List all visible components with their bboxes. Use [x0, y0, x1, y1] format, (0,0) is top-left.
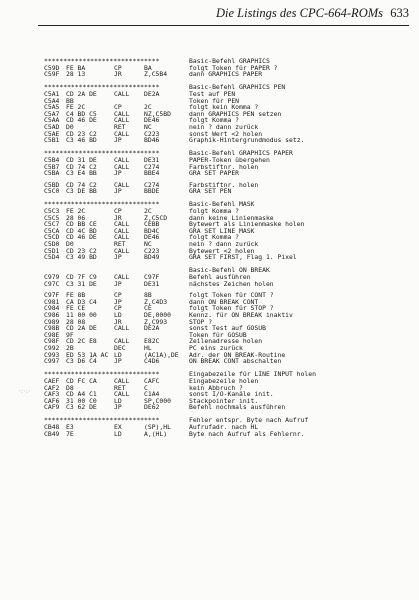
mnemonic: JR — [114, 213, 122, 222]
routine-heading: Basic-Befehl GRAPHICS PAPER — [189, 149, 293, 158]
address: CAF3 — [44, 390, 60, 399]
operand: C274 — [144, 180, 160, 189]
comment: GRA SET PEN — [189, 187, 232, 196]
comment: GRA SET PAPER — [189, 169, 240, 178]
operand: Z,C993 — [144, 317, 168, 326]
mnemonic: CALL — [114, 324, 130, 333]
comment: GRA SET FIRST, Flag 1. Pixel — [189, 253, 297, 262]
operand: DE31 — [144, 155, 160, 164]
operand: BD46 — [144, 136, 160, 145]
address: CB48 — [44, 423, 60, 432]
separator-stars: ****************************** — [44, 370, 160, 379]
hex-bytes: CD 46 DE — [66, 233, 97, 242]
hex-bytes: FE BA — [66, 63, 86, 72]
mnemonic: CALL — [114, 129, 130, 138]
address: C5CD — [44, 233, 60, 242]
address: C59F — [44, 70, 60, 79]
comment: folgt Komma ? — [189, 116, 240, 125]
operand: BBE4 — [144, 169, 160, 178]
comment: Test auf PEN — [189, 89, 236, 98]
comment: Byte nach Aufruf als Fehlernr. — [189, 429, 305, 438]
comment: folgt Komma ? — [189, 207, 240, 216]
comment: Farbstiftnr. holen — [189, 180, 259, 189]
mnemonic: CALL — [114, 162, 130, 171]
hex-bytes: C3 D6 C4 — [66, 357, 97, 366]
listing-block — [44, 371, 416, 411]
routine-heading: Basic-Befehl GRAPHICS PEN — [189, 83, 286, 92]
hex-bytes: C3 31 DE — [66, 279, 97, 288]
operand: E82C — [144, 337, 160, 346]
mnemonic: JP — [114, 403, 122, 412]
address: C98E — [44, 330, 60, 339]
listing-line — [44, 312, 416, 319]
running-title: Die Listings des CPC-664-ROMs — [215, 6, 383, 20]
hex-bytes: 7E — [66, 429, 74, 438]
hex-bytes: CD 74 C2 — [66, 162, 97, 171]
mnemonic: LD — [114, 429, 122, 438]
operand: BD4C — [144, 226, 160, 235]
operand: NC — [144, 122, 152, 131]
mnemonic: CP — [114, 304, 122, 313]
page-number: 633 — [390, 6, 409, 20]
address: C981 — [44, 297, 60, 306]
comment: Token für GOSUB — [189, 330, 247, 339]
mnemonic: JP — [114, 169, 122, 178]
hex-bytes: CD 46 DE — [66, 116, 97, 125]
comment: kein Abbruch ? — [189, 383, 243, 392]
operand: Z,C4D3 — [144, 297, 168, 306]
mnemonic: CP — [114, 103, 122, 112]
hex-bytes: CD 2A DE — [66, 89, 97, 98]
address: C5C3 — [44, 207, 60, 216]
address: C984 — [44, 304, 60, 313]
mnemonic: LD — [114, 396, 122, 405]
mnemonic: JR — [114, 70, 122, 79]
hex-bytes: E3 — [66, 423, 74, 432]
operand: C — [144, 383, 148, 392]
operand: CE — [144, 304, 152, 313]
address: C997 — [44, 357, 60, 366]
operand: C4D6 — [144, 357, 160, 366]
operand: Z,C5B4 — [144, 70, 168, 79]
listing-line — [44, 170, 416, 177]
comment: ON BREAK CONT abschalten — [189, 357, 282, 366]
listing-block — [44, 417, 416, 437]
hex-bytes: BB — [66, 96, 74, 105]
hex-bytes: FE 2C — [66, 103, 86, 112]
comment: dann GRAPHICS PAPER — [189, 70, 263, 79]
operand: C223 — [144, 246, 160, 255]
hex-bytes: C3 49 BD — [66, 253, 97, 262]
operand: NZ,C5BD — [144, 109, 171, 118]
hex-bytes: CD 2C E8 — [66, 337, 97, 346]
listing-line — [44, 404, 416, 411]
address: C5C7 — [44, 220, 60, 229]
operand: (AC1A),DE — [144, 350, 179, 359]
mnemonic: RET — [114, 240, 126, 249]
hex-bytes: C3 62 DE — [66, 403, 97, 412]
comment: nächstes Zeichen holen — [189, 279, 274, 288]
comment: Bytewert <2 holen — [189, 246, 255, 255]
operand: C274 — [144, 162, 160, 171]
hex-bytes: CD FC CA — [66, 376, 97, 385]
address: C5BD — [44, 180, 60, 189]
address: C5D0 — [44, 240, 60, 249]
address: C5B4 — [44, 155, 60, 164]
routine-heading: Basic-Befehl ON BREAK — [189, 266, 270, 275]
listing-line — [44, 137, 416, 144]
mnemonic: CALL — [114, 337, 130, 346]
address: C97C — [44, 279, 60, 288]
routine-heading: Eingabezeile für LINE INPUT holen — [189, 370, 316, 379]
address: C5A7 — [44, 109, 60, 118]
listing-line — [44, 281, 416, 288]
hex-bytes: 28 08 — [66, 317, 86, 326]
comment: sonst Wert <2 holen — [189, 129, 263, 138]
listing-line — [44, 254, 416, 261]
mnemonic: CALL — [114, 390, 130, 399]
hex-bytes: ED 53 1A AC — [66, 350, 109, 359]
comment: dann keine Linienmaske — [189, 213, 274, 222]
address: CAF9 — [44, 403, 60, 412]
mnemonic: CALL — [114, 220, 130, 229]
operand: BBDE — [144, 187, 160, 196]
separator-stars: ****************************** — [44, 149, 160, 158]
address: C5CA — [44, 226, 60, 235]
hex-bytes: CD 23 C2 — [66, 246, 97, 255]
hex-bytes: FE 2C — [66, 207, 86, 216]
operand: C223 — [144, 129, 160, 138]
comment: Eingabezeile holen — [189, 376, 259, 385]
address: C979 — [44, 273, 60, 281]
operand: C1A4 — [144, 390, 160, 399]
mnemonic: DEC — [114, 343, 126, 352]
hex-bytes: CD 4C BD — [66, 226, 97, 235]
mnemonic: CALL — [114, 180, 130, 189]
separator-stars: ****************************** — [44, 57, 160, 65]
hex-bytes: 28 06 — [66, 213, 86, 222]
page-header — [0, 4, 419, 28]
separator-stars: ****************************** — [44, 83, 160, 92]
listing-line — [44, 71, 416, 78]
comment: Aufrufadr. nach HL — [189, 423, 259, 432]
comment: Kennz. für ON BREAK inaktiv — [189, 310, 293, 319]
address: C5AA — [44, 116, 60, 125]
comment: dann ON BREAK CONT — [189, 297, 259, 306]
hex-bytes: C3 DE BB — [66, 187, 97, 196]
separator-stars: ****************************** — [44, 416, 160, 425]
comment: PAPER-Token übergehen — [189, 155, 270, 164]
comment: Graphik-Hintergrundmodus setz. — [189, 136, 305, 145]
hex-bytes: 28 13 — [66, 70, 86, 79]
operand: BD49 — [144, 253, 160, 262]
listing-block — [44, 267, 416, 364]
margin-mark: ·:·:· — [18, 389, 31, 395]
address: C59D — [44, 63, 60, 72]
operand: 2C — [144, 207, 152, 216]
mnemonic: CALL — [114, 89, 130, 98]
hex-bytes: C3 E4 BB — [66, 169, 97, 178]
comment: Stackpointer init. — [189, 396, 259, 405]
mnemonic: CALL — [114, 226, 130, 235]
mnemonic: JR — [114, 317, 122, 326]
comment: PC eins zurück — [189, 343, 243, 352]
mnemonic: CP — [114, 207, 122, 216]
address: CAF2 — [44, 383, 60, 392]
comment: GRA SET LINE MASK — [189, 226, 255, 235]
address: C993 — [44, 350, 60, 359]
hex-bytes: CD 2A DE — [66, 324, 97, 333]
listing-block — [44, 58, 416, 78]
hex-bytes: C3 46 BD — [66, 136, 97, 145]
comment: sonst Test auf GOSUB — [189, 324, 266, 333]
comment: folgt Token für STOP ? — [189, 304, 274, 313]
address: C98F — [44, 337, 60, 346]
listing-block — [44, 150, 416, 195]
comment: dann GRAPHICS PEN setzen — [189, 109, 282, 118]
mnemonic: JP — [114, 253, 122, 262]
comment: Befehl nochmals ausführen — [189, 403, 286, 412]
address: C98B — [44, 324, 60, 333]
comment: Adr. der ON BREAK-Routine — [189, 350, 286, 359]
operand: DE2A — [144, 89, 160, 98]
comment: Token für PEN — [189, 96, 240, 105]
hex-bytes: FE CE — [66, 304, 86, 313]
operand: DE46 — [144, 233, 160, 242]
mnemonic: CALL — [114, 233, 130, 242]
operand: 8B — [144, 291, 152, 300]
comment: nein ? dann zurück — [189, 122, 259, 131]
operand: DE,0000 — [144, 310, 171, 319]
comment: folgt Token für PAPER ? — [189, 63, 278, 72]
operand: DE62 — [144, 403, 160, 412]
mnemonic: JP — [114, 297, 122, 306]
mnemonic: JP — [114, 357, 122, 366]
address: C5C5 — [44, 213, 60, 222]
routine-heading: Basic-Befehl MASK — [189, 200, 255, 209]
address: C5AD — [44, 122, 60, 131]
hex-bytes: 2B — [66, 343, 74, 352]
operand: Z,C5CD — [144, 213, 168, 222]
routine-heading: Fehler entspr. Byte nach Aufruf — [189, 416, 309, 425]
listing-line — [44, 188, 416, 195]
operand: DE46 — [144, 116, 160, 125]
hex-bytes: 31 00 C0 — [66, 396, 97, 405]
mnemonic: CALL — [114, 155, 130, 164]
hex-bytes: D0 — [66, 240, 74, 249]
address: C5D1 — [44, 246, 60, 255]
header-rule — [38, 25, 409, 26]
comment: folgt Komma ? — [189, 233, 240, 242]
listing-block — [44, 201, 416, 260]
comment: sonst I/O-Kanäle init. — [189, 390, 274, 399]
mnemonic: RET — [114, 383, 126, 392]
routine-heading: Basic-Befehl GRAPHICS — [189, 57, 270, 65]
mnemonic: CALL — [114, 116, 130, 125]
operand: BA — [144, 63, 152, 72]
hex-bytes: CD 23 C2 — [66, 129, 97, 138]
mnemonic: CALL — [114, 376, 130, 385]
address: CB49 — [44, 429, 60, 438]
address: C5C0 — [44, 187, 60, 196]
address: C5B7 — [44, 162, 60, 171]
mnemonic: JP — [114, 187, 122, 196]
comment: nein ? dann zurück — [189, 240, 259, 249]
address: C5A5 — [44, 103, 60, 112]
operand: SP,C000 — [144, 396, 171, 405]
comment: Zeilenadresse holen — [189, 337, 263, 346]
comment: folgt Token für CONT ? — [189, 291, 274, 300]
mnemonic: EX — [114, 423, 122, 432]
address: CAF6 — [44, 396, 60, 405]
address: C5D4 — [44, 253, 60, 262]
hex-bytes: CD 31 DE — [66, 155, 97, 164]
hex-bytes: FE 8B — [66, 291, 86, 300]
hex-bytes: CD 74 C2 — [66, 180, 97, 189]
mnemonic: LD — [114, 310, 122, 319]
mnemonic: CP — [114, 63, 122, 72]
separator-stars: ****************************** — [44, 200, 160, 209]
address: C5AE — [44, 129, 60, 138]
mnemonic: JP — [114, 136, 122, 145]
address: C97F — [44, 291, 60, 300]
mnemonic: CALL — [114, 246, 130, 255]
operand: CAFC — [144, 376, 160, 385]
hex-bytes: CD 7F C9 — [66, 273, 97, 281]
hex-bytes: D0 — [66, 122, 74, 131]
mnemonic: RET — [114, 122, 126, 131]
hex-bytes: 11 00 00 — [66, 310, 97, 319]
hex-bytes: CD BB CE — [66, 220, 97, 229]
address: C992 — [44, 343, 60, 352]
mnemonic: CP — [114, 291, 122, 300]
comment: folgt kein Komma ? — [189, 103, 259, 112]
operand: NC — [144, 240, 152, 249]
hex-bytes: D8 — [66, 383, 74, 392]
hex-bytes: CA D3 C4 — [66, 297, 97, 306]
address: C5A1 — [44, 89, 60, 98]
mnemonic: LD — [114, 350, 122, 359]
address: C5A4 — [44, 96, 60, 105]
address: C989 — [44, 317, 60, 326]
comment: Befehl ausführen — [189, 273, 251, 281]
hex-bytes: 9F — [66, 330, 74, 339]
mnemonic: CALL — [114, 273, 130, 281]
operand: DE2A — [144, 324, 160, 333]
operand: CEBB — [144, 220, 160, 229]
address: C5BA — [44, 169, 60, 178]
comment: Farbstiftnr. holen — [189, 162, 259, 171]
operand: DE31 — [144, 279, 160, 288]
operand: 2C — [144, 103, 152, 112]
address: CAEF — [44, 376, 60, 385]
listing-block — [44, 84, 416, 143]
address: C986 — [44, 310, 60, 319]
listing-line — [44, 431, 416, 438]
mnemonic: CALL — [114, 109, 130, 118]
assembly-listing — [44, 58, 416, 444]
hex-bytes: CD A4 C1 — [66, 390, 97, 399]
operand: A,(HL) — [144, 429, 168, 438]
operand: (SP),HL — [144, 423, 171, 432]
hex-bytes: C4 BD C5 — [66, 109, 97, 118]
comment: STOP ? — [189, 317, 213, 326]
mnemonic: JP — [114, 279, 122, 288]
listing-line — [44, 358, 416, 365]
operand: HL — [144, 343, 152, 352]
address: C5B1 — [44, 136, 60, 145]
operand: C97F — [144, 273, 160, 281]
comment: Bytewert als Linienmaske holen — [189, 220, 305, 229]
